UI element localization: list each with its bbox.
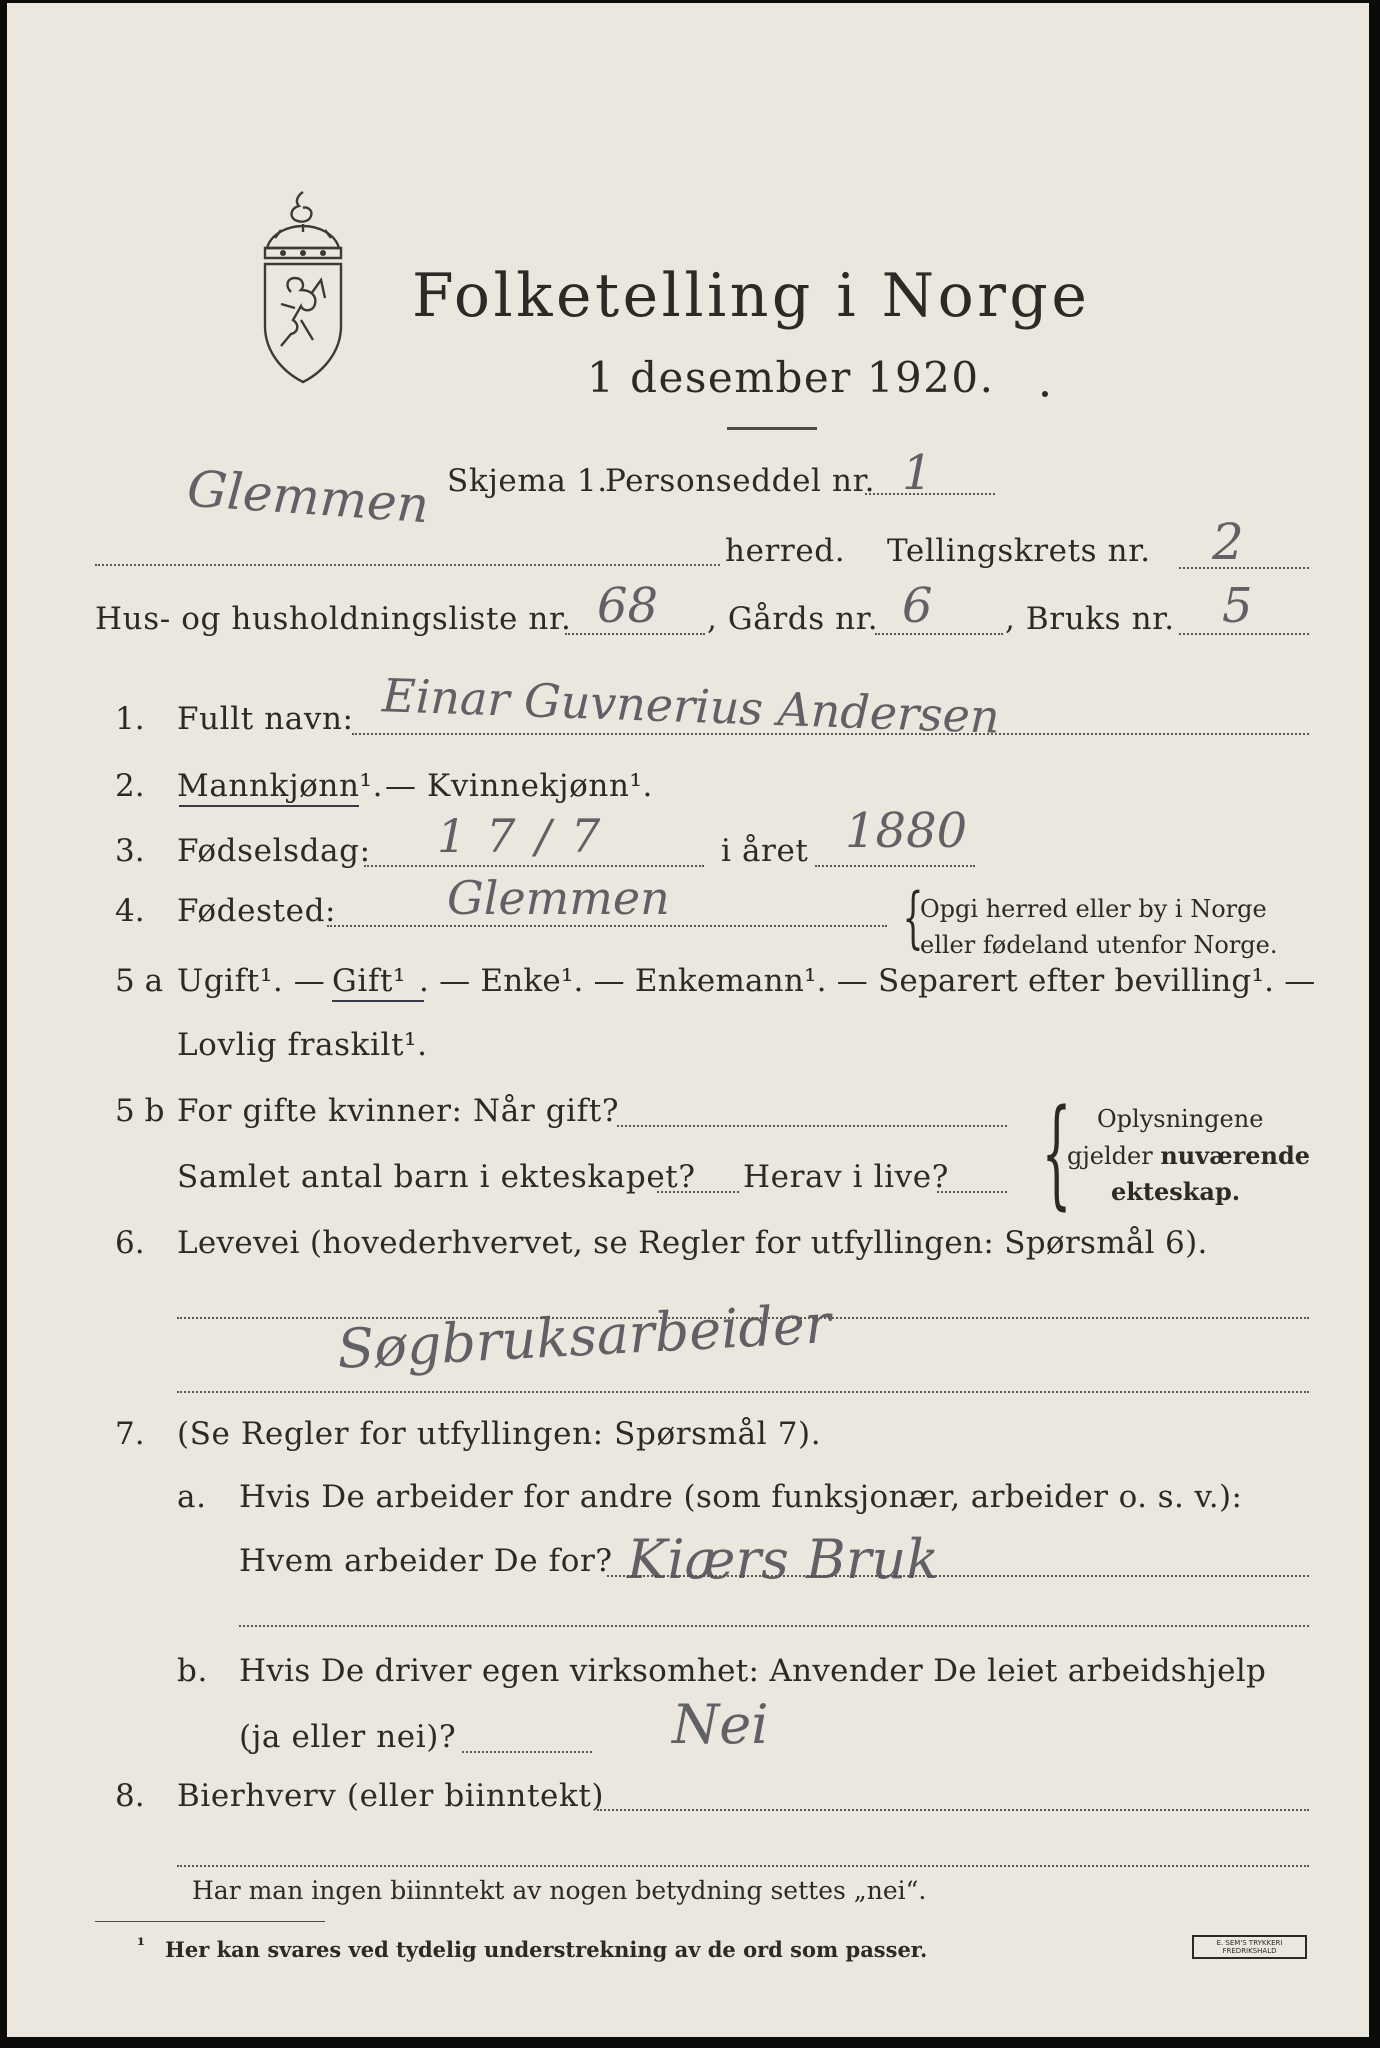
- q2-mannkjonn-underline: [179, 805, 359, 807]
- q7-label: (Se Regler for utfyllingen: Spørsmål 7).: [177, 1416, 822, 1452]
- q7a-line2-rule: [239, 1625, 1309, 1627]
- tellingskrets-line: [1179, 567, 1309, 569]
- footnote-mark: ¹: [137, 1935, 145, 1956]
- q8-number: 8.: [115, 1778, 145, 1814]
- q7a-line1: Hvis De arbeider for andre (som funksjonær, arbeider o. s. v.):: [239, 1479, 1243, 1515]
- q6-label: Levevei (hovederhvervet, se Regler for utfyllingen: Spørsmål 6).: [177, 1225, 1208, 1261]
- q5a-gift-underline: [332, 1000, 424, 1002]
- q5a-rest: . — Enke¹. — Enkemann¹. — Separert efter bevilling¹. —: [419, 963, 1316, 999]
- q5b-note-line2: [1067, 1141, 1310, 1170]
- q5b-note-nuvaerende: nuværende: [1160, 1141, 1311, 1170]
- q5a-number: 5 a: [115, 963, 164, 999]
- q3-year-label: i året: [721, 833, 809, 869]
- q3-year-line: [815, 865, 975, 867]
- q2-kvinnekjonn: — Kvinnekjønn¹.: [385, 768, 653, 804]
- q6-line-top: [177, 1317, 1309, 1319]
- q7a-value: Kiærs Bruk: [627, 1528, 940, 1591]
- q7b-letter: b.: [177, 1653, 208, 1689]
- q3-day-line: [364, 865, 704, 867]
- gards-label: , Gårds nr.: [707, 601, 879, 637]
- form-title: Folketelling i Norge: [412, 261, 1091, 331]
- q5b-children-line: [657, 1191, 739, 1193]
- q1-number: 1.: [115, 701, 145, 737]
- title-divider: [727, 427, 817, 430]
- q4-number: 4.: [115, 893, 145, 929]
- q1-label: Fullt navn:: [177, 701, 354, 737]
- q6-number: 6.: [115, 1225, 145, 1261]
- norwegian-coat-of-arms-icon: [247, 188, 359, 388]
- hus-label: Hus- og husholdningsliste nr.: [95, 601, 572, 637]
- q3-day-value: 17/7: [437, 809, 621, 863]
- hus-value: 68: [597, 578, 659, 634]
- personseddel-value: 1: [902, 445, 933, 501]
- q5b-note-line1: Oplysningene: [1097, 1105, 1264, 1133]
- q5a-gift: Gift¹: [332, 963, 407, 999]
- q8-line2: [177, 1865, 1309, 1867]
- q2-number: 2.: [115, 768, 145, 804]
- q7-number: 7.: [115, 1416, 145, 1452]
- bruks-value: 5: [1222, 578, 1253, 634]
- q5a-ugift: Ugift¹. —: [177, 963, 326, 999]
- herred-label: herred.: [725, 533, 846, 569]
- q7a-line2: Hvem arbeider De for?: [239, 1543, 613, 1579]
- q8-label: Bierhverv (eller biinntekt): [177, 1778, 605, 1814]
- q7a-letter: a.: [177, 1479, 207, 1515]
- personseddel-label: Personseddel nr.: [605, 463, 876, 499]
- herred-line: [95, 564, 720, 566]
- q4-label: Fødested:: [177, 893, 337, 929]
- gards-line: [875, 633, 1003, 635]
- bruks-label: , Bruks nr.: [1005, 601, 1175, 637]
- q1-value: Einar Guvnerius Andersen: [381, 668, 1001, 744]
- q7b-line: [462, 1751, 592, 1753]
- title-decor-dot: [1042, 391, 1048, 397]
- q5b-herav: Herav i live?: [743, 1159, 949, 1195]
- q4-note-line1: Opgi herred eller by i Norge: [920, 895, 1267, 923]
- q3-number: 3.: [115, 833, 145, 869]
- q4-line: [327, 925, 887, 927]
- q4-value: Glemmen: [447, 871, 670, 925]
- q5b-brace: {: [1041, 1083, 1072, 1221]
- q4-brace: {: [902, 879, 924, 956]
- printer-stamp-text: E. SEM'S TRYKKERI FREDRIKSHALD: [1216, 1939, 1283, 1955]
- footnote-divider: [95, 1921, 325, 1922]
- q6-line-bottom: [177, 1391, 1309, 1393]
- q4-note-line2: eller fødeland utenfor Norge.: [920, 931, 1278, 959]
- footer-note: Har man ingen biinntekt av nogen betydning settes „nei“.: [192, 1876, 927, 1905]
- herred-value: Glemmen: [185, 459, 431, 535]
- q5b-note-gjelder: gjelder: [1067, 1142, 1161, 1170]
- q5b-number: 5 b: [115, 1093, 165, 1129]
- q6-value: Søgbruksarbeider: [335, 1292, 833, 1381]
- q5b-line2: Samlet antal barn i ekteskapet?: [177, 1159, 696, 1195]
- q5b-line1: For gifte kvinner: Når gift?: [177, 1093, 620, 1129]
- q3-year-value: 1880: [845, 803, 968, 859]
- schema-label: Skjema 1.: [447, 463, 608, 499]
- tellingskrets-label: Tellingskrets nr.: [887, 533, 1151, 569]
- q7b-line2: (ja eller nei)?: [239, 1719, 457, 1755]
- q5b-note-line3: ekteskap.: [1111, 1177, 1241, 1206]
- q3-label: Fødselsdag:: [177, 833, 371, 869]
- q8-line: [597, 1809, 1309, 1811]
- q5b-when-line: [617, 1125, 1007, 1127]
- q7b-value: Nei: [672, 1693, 769, 1756]
- footnote-text: Her kan svares ved tydelig understrekning av de ord som passer.: [165, 1937, 928, 1962]
- census-form: [7, 3, 1369, 2037]
- printer-stamp: [1192, 1935, 1307, 1959]
- tellingskrets-value: 2: [1212, 513, 1244, 571]
- census-date: 1 desember 1920.: [587, 353, 995, 402]
- gards-value: 6: [902, 578, 933, 634]
- q2-mannkjonn: Mannkjønn¹.: [177, 768, 384, 804]
- q7b-line1: Hvis De driver egen virksomhet: Anvender De leiet arbeidshjelp: [239, 1653, 1267, 1689]
- q5b-alive-line: [937, 1191, 1007, 1193]
- q5a-line2: Lovlig fraskilt¹.: [177, 1027, 428, 1063]
